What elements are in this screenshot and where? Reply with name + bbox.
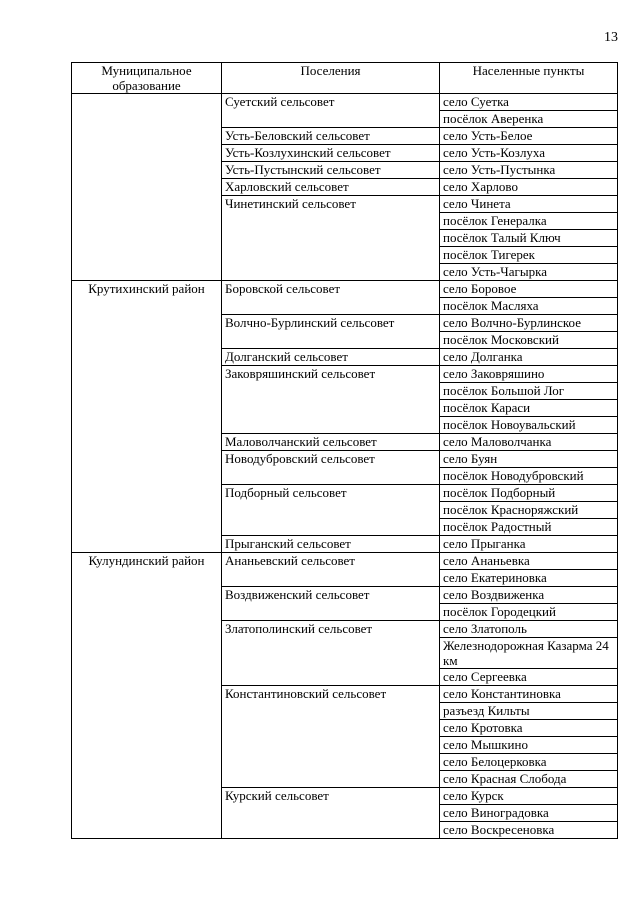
- settlement-cell: Прыганский сельсовет: [222, 536, 440, 553]
- locality-cell: посёлок Красноряжский: [440, 502, 618, 519]
- locality-cell: посёлок Новодубровский: [440, 468, 618, 485]
- locality-cell: село Волчно-Бурлинское: [440, 315, 618, 332]
- locality-cell: село Буян: [440, 451, 618, 468]
- locality-cell: посёлок Московский: [440, 332, 618, 349]
- locality-cell: село Константиновка: [440, 686, 618, 703]
- settlement-cell: Воздвиженский сельсовет: [222, 587, 440, 621]
- locality-cell: село Мышкино: [440, 737, 618, 754]
- locality-cell: посёлок Большой Лог: [440, 383, 618, 400]
- locality-cell: село Боровое: [440, 281, 618, 298]
- locality-cell: село Усть-Белое: [440, 128, 618, 145]
- locality-cell: посёлок Подборный: [440, 485, 618, 502]
- table-body: [72, 94, 618, 839]
- locality-cell: посёлок Тигерек: [440, 247, 618, 264]
- locality-cell: посёлок Городецкий: [440, 604, 618, 621]
- locality-cell: село Усть-Козлуха: [440, 145, 618, 162]
- locality-cell: посёлок Масляха: [440, 298, 618, 315]
- locality-cell: село Заковряшино: [440, 366, 618, 383]
- locality-cell: село Курск: [440, 788, 618, 805]
- locality-cell: село Златополь: [440, 621, 618, 638]
- page-number: 13: [604, 30, 618, 45]
- locality-cell: село Ананьевка: [440, 553, 618, 570]
- locality-cell: посёлок Караси: [440, 400, 618, 417]
- settlement-cell: Харловский сельсовет: [222, 179, 440, 196]
- locality-cell: посёлок Новоувальский: [440, 417, 618, 434]
- header-localities: Населенные пункты: [440, 63, 618, 94]
- locality-cell: посёлок Генералка: [440, 213, 618, 230]
- settlement-cell: Подборный сельсовет: [222, 485, 440, 536]
- locality-cell: село Белоцерковка: [440, 754, 618, 771]
- locality-cell: село Сергеевка: [440, 669, 618, 686]
- locality-cell: село Кротовка: [440, 720, 618, 737]
- locality-cell: село Прыганка: [440, 536, 618, 553]
- settlement-cell: Усть-Беловский сельсовет: [222, 128, 440, 145]
- table-header-row: [72, 63, 618, 94]
- settlement-cell: Усть-Пустынский сельсовет: [222, 162, 440, 179]
- settlement-cell: Волчно-Бурлинский сельсовет: [222, 315, 440, 349]
- settlement-cell: Суетский сельсовет: [222, 94, 440, 128]
- municipality-cell: [72, 94, 222, 281]
- locality-cell: село Маловолчанка: [440, 434, 618, 451]
- settlement-cell: Ананьевский сельсовет: [222, 553, 440, 587]
- settlement-cell: Боровской сельсовет: [222, 281, 440, 315]
- locality-cell: село Воздвиженка: [440, 587, 618, 604]
- settlement-cell: Константиновский сельсовет: [222, 686, 440, 788]
- header-settlements: Поселения: [222, 63, 440, 94]
- locality-cell: посёлок Радостный: [440, 519, 618, 536]
- locality-cell: село Екатериновка: [440, 570, 618, 587]
- locality-cell: Железнодорожная Казарма 24 км: [440, 638, 618, 669]
- locality-cell: село Виноградовка: [440, 805, 618, 822]
- settlement-cell: Заковряшинский сельсовет: [222, 366, 440, 434]
- municipality-cell: Кулундинский район: [72, 553, 222, 839]
- settlement-cell: Усть-Козлухинский сельсовет: [222, 145, 440, 162]
- locality-cell: село Долганка: [440, 349, 618, 366]
- locality-cell: село Харлово: [440, 179, 618, 196]
- locality-cell: село Чинета: [440, 196, 618, 213]
- settlement-cell: Долганский сельсовет: [222, 349, 440, 366]
- locality-cell: село Суетка: [440, 94, 618, 111]
- locality-cell: село Красная Слобода: [440, 771, 618, 788]
- settlement-cell: Маловолчанский сельсовет: [222, 434, 440, 451]
- locality-cell: посёлок Аверенка: [440, 111, 618, 128]
- locality-cell: село Усть-Чагырка: [440, 264, 618, 281]
- locality-cell: село Усть-Пустынка: [440, 162, 618, 179]
- municipality-cell: Крутихинский район: [72, 281, 222, 553]
- locality-cell: посёлок Талый Ключ: [440, 230, 618, 247]
- settlement-cell: Новодубровский сельсовет: [222, 451, 440, 485]
- settlement-cell: Златополинский сельсовет: [222, 621, 440, 686]
- locality-cell: разъезд Кильты: [440, 703, 618, 720]
- locality-cell: село Воскресеновка: [440, 822, 618, 839]
- table-row: [72, 281, 618, 298]
- table-row: [72, 553, 618, 570]
- settlement-cell: Чинетинский сельсовет: [222, 196, 440, 281]
- header-municipality: Муниципальное образование: [72, 63, 222, 94]
- table-row: [72, 94, 618, 111]
- settlements-table: [71, 62, 618, 839]
- settlement-cell: Курский сельсовет: [222, 788, 440, 839]
